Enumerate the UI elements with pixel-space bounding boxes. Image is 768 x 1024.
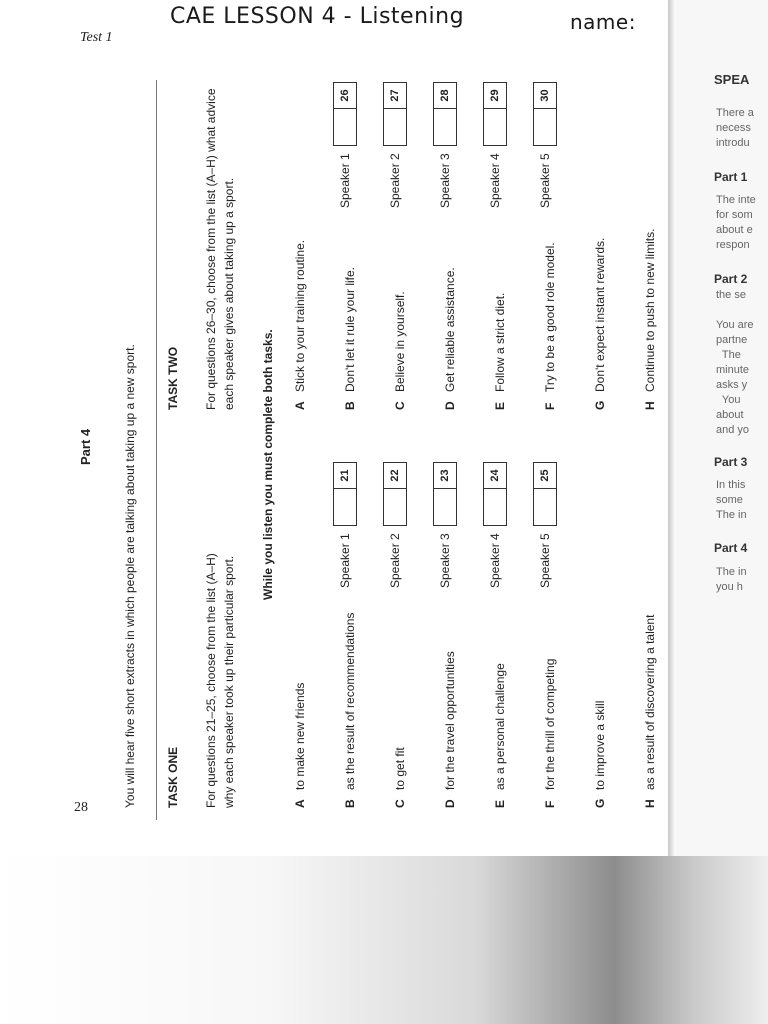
option-text: to get fit	[393, 747, 407, 790]
option-text: as a result of discovering a talent	[643, 614, 657, 790]
option-item	[288, 229, 338, 410]
speaker-label: Speaker 2	[388, 153, 402, 208]
option-text: Don't let it rule your life.	[343, 266, 357, 392]
question-number: 29	[483, 82, 507, 108]
option-text: for the thrill of competing	[543, 658, 557, 790]
part1-heading: Part 1	[714, 170, 748, 184]
answer-row	[483, 462, 533, 588]
answer-row	[533, 82, 583, 208]
option-letter: B	[343, 799, 357, 808]
rotated-exam-content	[78, 80, 657, 820]
speaker-label: Speaker 5	[538, 533, 552, 588]
speaker-label: Speaker 4	[488, 153, 502, 208]
answer-box[interactable]	[383, 488, 407, 526]
option-letter: G	[593, 798, 607, 808]
option-letter: E	[493, 401, 507, 410]
question-number: 26	[333, 82, 357, 108]
option-item	[438, 229, 488, 410]
option-letter: G	[593, 400, 607, 410]
answer-row	[383, 462, 433, 588]
answer-row	[433, 462, 483, 588]
option-letter: E	[493, 799, 507, 808]
task-two-answer-grid	[333, 82, 583, 208]
speaking-heading: SPEA	[714, 72, 750, 87]
speaker-label: Speaker 4	[488, 533, 502, 588]
option-item	[388, 229, 438, 410]
option-letter: A	[293, 799, 307, 808]
answer-box[interactable]	[333, 488, 357, 526]
question-number: 28	[433, 82, 457, 108]
page-fold-shadow	[668, 0, 676, 870]
option-letter: H	[643, 799, 657, 808]
task-two-options	[288, 229, 688, 410]
option-text: as the result of recommendations	[343, 612, 357, 790]
option-item	[538, 229, 588, 410]
option-letter: B	[343, 401, 357, 410]
option-text: Don't expect instant rewards.	[593, 237, 607, 392]
speaking-intro-text: There a necess introdu	[716, 107, 754, 149]
option-text: to make new friends	[293, 682, 307, 790]
task-one-answer-grid	[333, 462, 583, 588]
answer-row	[383, 82, 433, 208]
question-number: 25	[533, 462, 557, 488]
page-number: 28	[74, 800, 88, 815]
option-letter: D	[443, 401, 457, 410]
speaker-label: Speaker 3	[438, 533, 452, 588]
handwritten-name-label: name:	[570, 10, 636, 34]
option-text: to improve a skill	[593, 700, 607, 790]
speaker-label: Speaker 3	[438, 153, 452, 208]
option-letter: C	[393, 799, 407, 808]
option-item	[488, 613, 538, 808]
task-one-instructions: For questions 21–25, choose from the list (A–H) why each speaker took up their particular sport.	[204, 553, 236, 808]
option-item	[438, 613, 488, 808]
option-text: Believe in yourself.	[393, 291, 407, 392]
option-letter: C	[393, 401, 407, 410]
question-number: 22	[383, 462, 407, 488]
option-letter: F	[543, 402, 557, 410]
answer-box[interactable]	[433, 108, 457, 146]
option-letter: F	[543, 800, 557, 808]
part2-heading: Part 2	[714, 272, 748, 286]
option-text: Follow a strict diet.	[493, 292, 507, 392]
next-page-edge	[676, 0, 768, 870]
scan-shadow-area	[0, 856, 768, 1024]
complete-both-tasks-note: While you listen you must complete both tasks.	[261, 329, 275, 600]
speaker-label: Speaker 1	[338, 153, 352, 208]
answer-box[interactable]	[333, 108, 357, 146]
option-item	[588, 613, 638, 808]
part2-text: the se You are partne The minute asks y You about and yo	[716, 289, 754, 436]
task-two-instructions: For questions 26–30, choose from the list (A–H) what advice each speaker gives about taking up a sport.	[204, 88, 236, 410]
part4-heading: Part 4	[714, 541, 748, 555]
option-item	[338, 229, 388, 410]
option-item	[538, 613, 588, 808]
question-number: 24	[483, 462, 507, 488]
task-one-heading: TASK ONE	[166, 746, 180, 808]
answer-row	[483, 82, 533, 208]
option-item	[288, 613, 338, 808]
option-item	[588, 229, 638, 410]
answer-box[interactable]	[533, 108, 557, 146]
answer-row	[333, 462, 383, 588]
answer-row	[333, 82, 383, 208]
option-text: Stick to your training routine.	[293, 239, 307, 392]
option-text: for the travel opportunities	[443, 651, 457, 790]
part3-heading: Part 3	[714, 455, 748, 469]
option-letter: H	[643, 401, 657, 410]
option-text: Continue to push to new limits.	[643, 228, 657, 392]
answer-box[interactable]	[433, 488, 457, 526]
running-head: Test 1	[80, 30, 113, 45]
option-item	[488, 229, 538, 410]
option-item	[338, 613, 388, 808]
answer-box[interactable]	[383, 108, 407, 146]
answer-row	[533, 462, 583, 588]
option-text: Get reliable assistance.	[443, 267, 457, 392]
speaker-label: Speaker 1	[338, 533, 352, 588]
option-letter: D	[443, 799, 457, 808]
handwritten-lesson-title: CAE LESSON 4 - Listening	[170, 4, 465, 29]
part-intro: You will hear five short extracts in which people are talking about taking up a new sport.	[123, 344, 137, 808]
option-item	[388, 613, 438, 808]
answer-row	[433, 82, 483, 208]
question-number: 30	[533, 82, 557, 108]
speaker-label: Speaker 5	[538, 153, 552, 208]
task-one-options	[288, 613, 688, 808]
speaker-label: Speaker 2	[388, 533, 402, 588]
option-text: as a personal challenge	[493, 663, 507, 790]
question-number: 21	[333, 462, 357, 488]
answer-box[interactable]	[533, 488, 557, 526]
option-letter: A	[293, 401, 307, 410]
answer-box[interactable]	[483, 108, 507, 146]
divider-line	[156, 80, 157, 820]
part-title: Part 4	[78, 428, 93, 465]
task-two-heading: TASK TWO	[166, 346, 180, 410]
part1-text: The inte for som about e respon	[716, 194, 756, 251]
question-number: 23	[433, 462, 457, 488]
part4-text: The in you h	[716, 566, 747, 593]
question-number: 27	[383, 82, 407, 108]
part3-text: In this some The in	[716, 479, 747, 521]
answer-box[interactable]	[483, 488, 507, 526]
option-text: Try to be a good role model.	[543, 242, 557, 392]
